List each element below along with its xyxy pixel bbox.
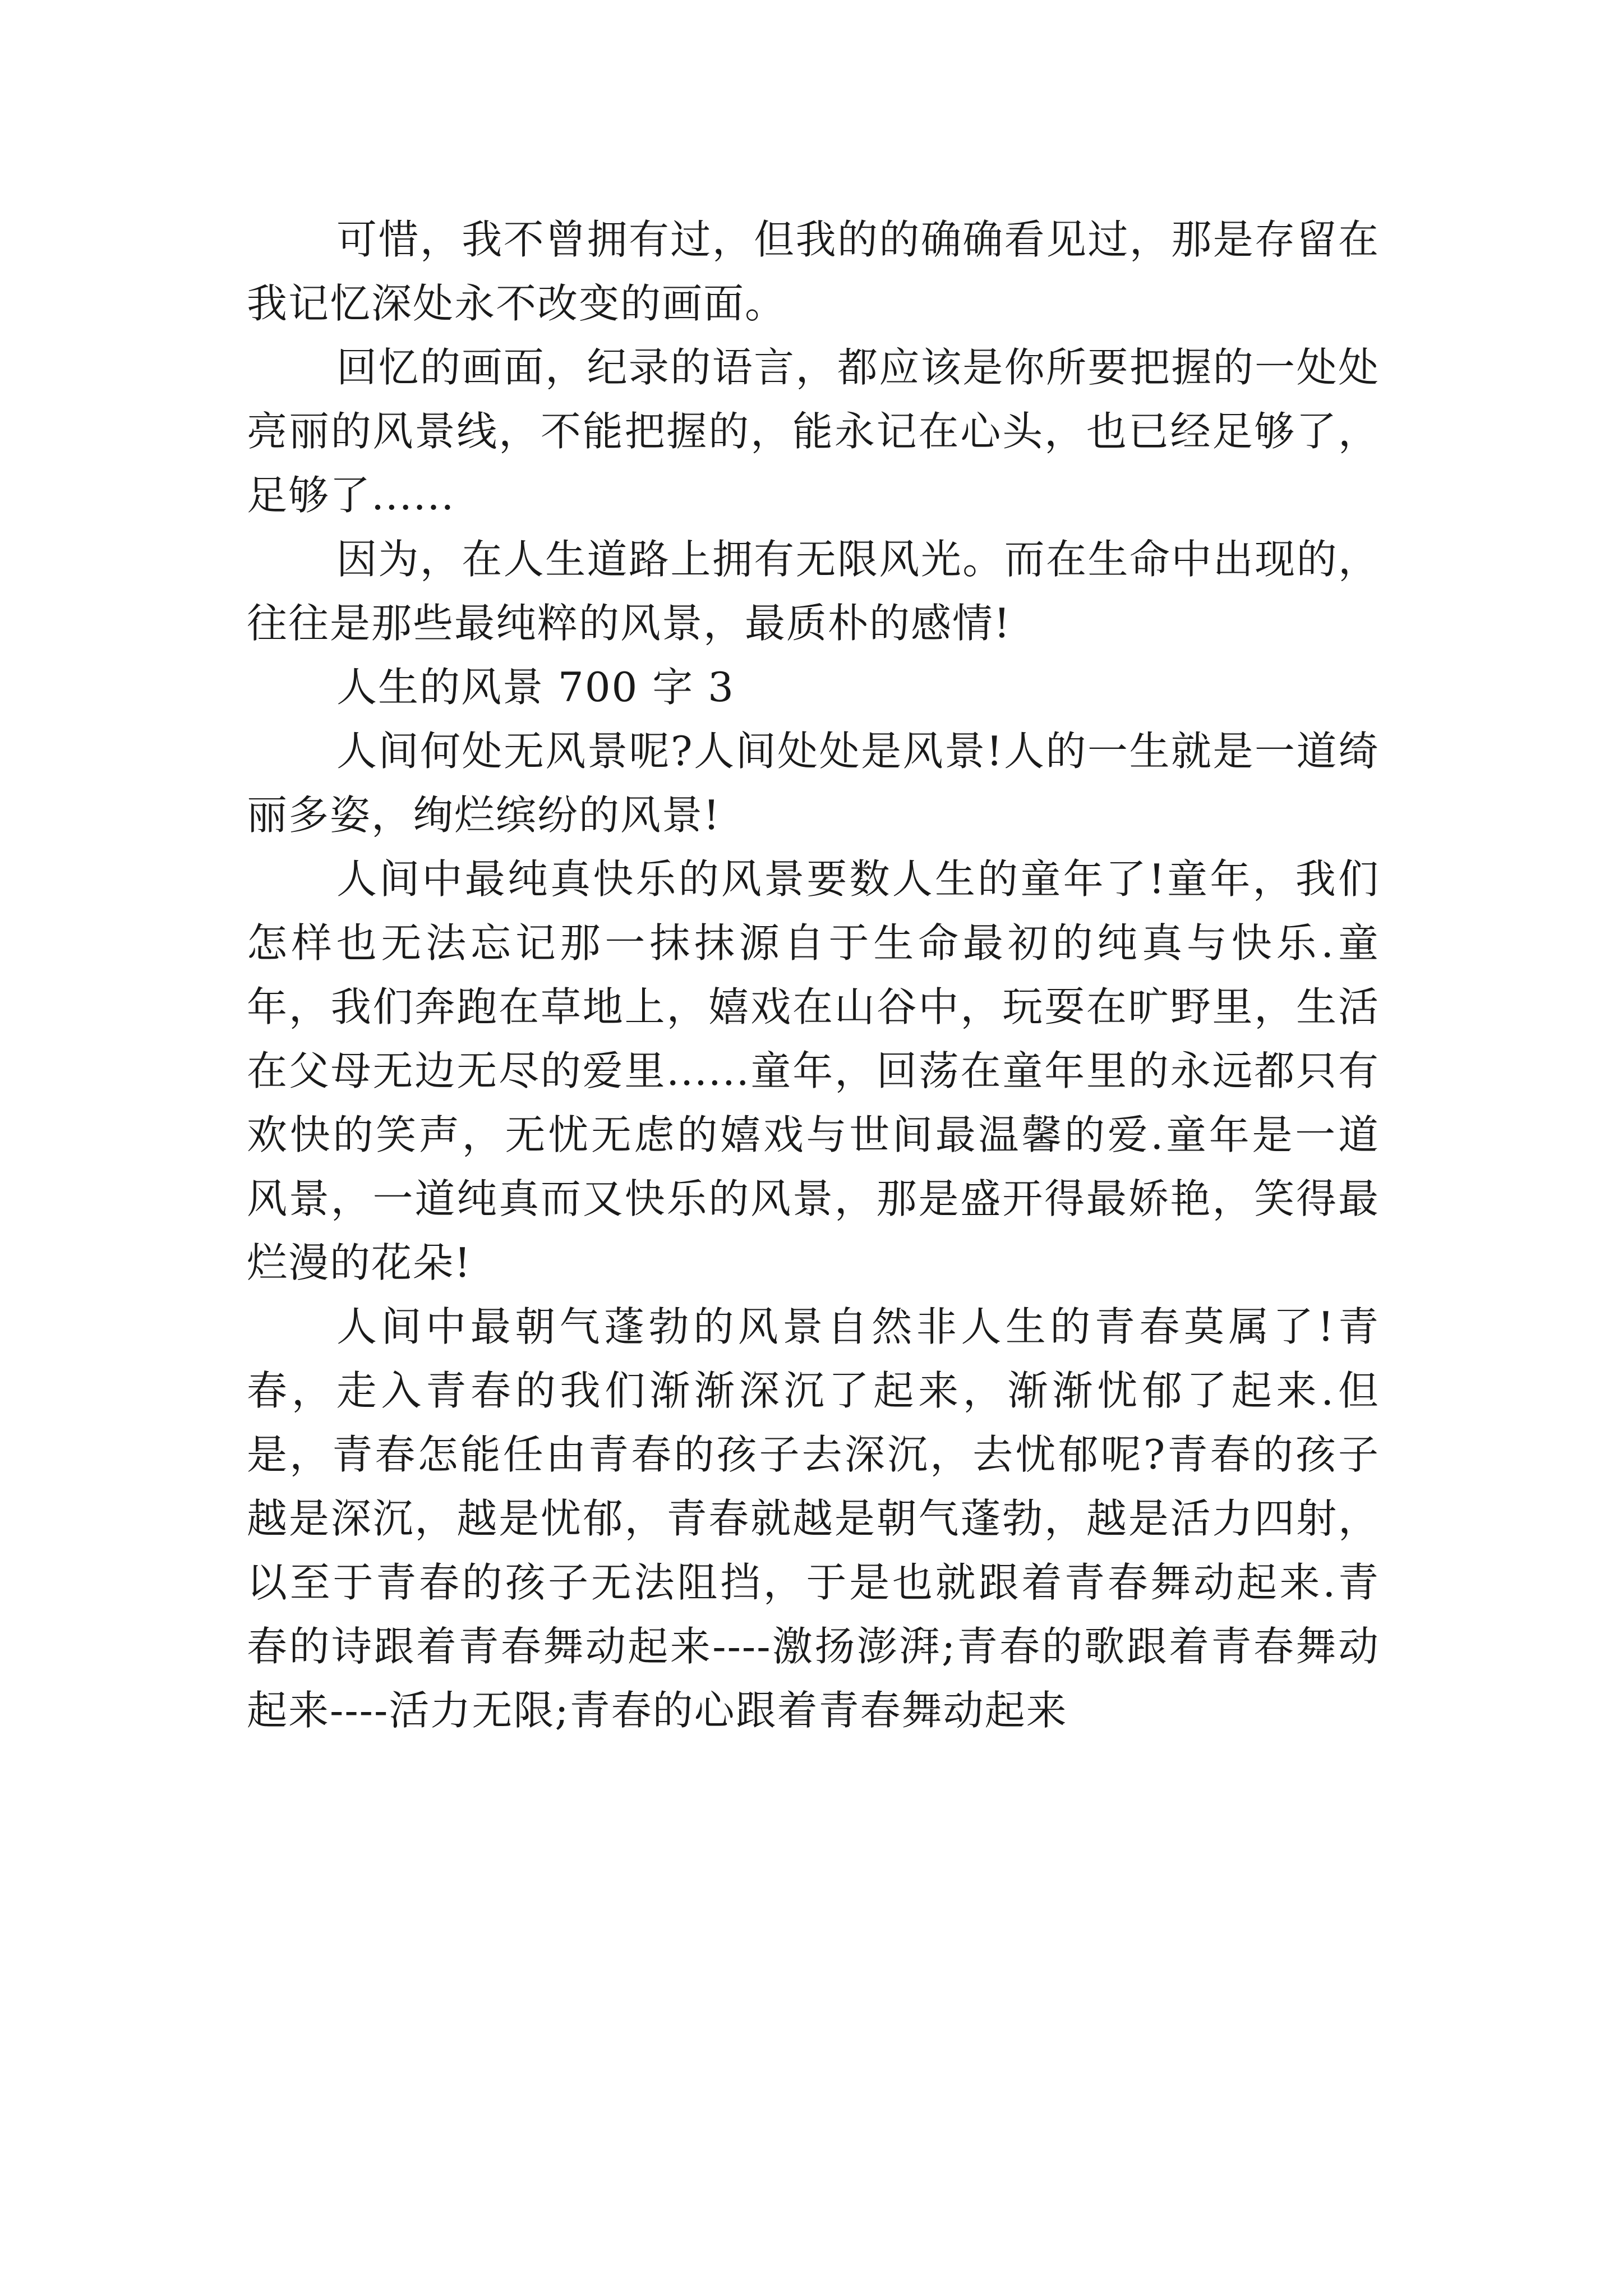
paragraph-4: 人间何处无风景呢?人间处处是风景!人的一生就是一道绮丽多姿，绚烂缤纷的风景! (247, 728, 1380, 839)
document-body (247, 208, 1380, 1742)
paragraph-3: 因为，在人生道路上拥有无限风光。而在生命中出现的，往往是那些最纯粹的风景，最质朴的感情! (247, 536, 1380, 647)
paragraph-5: 人间中最纯真快乐的风景要数人生的童年了!童年，我们怎样也无法忘记那一抹抹源自于生命最初的纯真与快乐.童年，我们奔跑在草地上，嬉戏在山谷中，玩耍在旷野里，生活在父母无边无尽的爱里......童年，回荡在童年里的永远都只有欢快的笑声，无忧无虑的嬉戏与世间最温馨的爱.童年是一道风景，一道纯真而又快乐的风景，那是盛开得最娇艳，笑得最烂漫的花朵! (247, 855, 1380, 1286)
paragraph-1: 可惜，我不曾拥有过，但我的的确确看见过，那是存留在我记忆深处永不改变的画面。 (247, 216, 1380, 327)
paragraph-6: 人间中最朝气蓬勃的风景自然非人生的青春莫属了!青春，走入青春的我们渐渐深沉了起来，渐渐忧郁了起来.但是，青春怎能任由青春的孩子去深沉，去忧郁呢?青春的孩子越是深沉，越是忧郁，青春就越是朝气蓬勃，越是活力四射，以至于青春的孩子无法阻挡，于是也就跟着青春舞动起来.青春的诗跟着青春舞动起来----激扬澎湃;青春的歌跟着青春舞动起来----活力无限;青春的心跟着青春舞动起来 (247, 1303, 1380, 1734)
paragraph-2: 回忆的画面，纪录的语言，都应该是你所要把握的一处处亮丽的风景线，不能把握的，能永记在心头，也已经足够了，足够了...... (247, 344, 1380, 519)
section-heading: 人生的风景 700 字 3 (336, 664, 735, 711)
